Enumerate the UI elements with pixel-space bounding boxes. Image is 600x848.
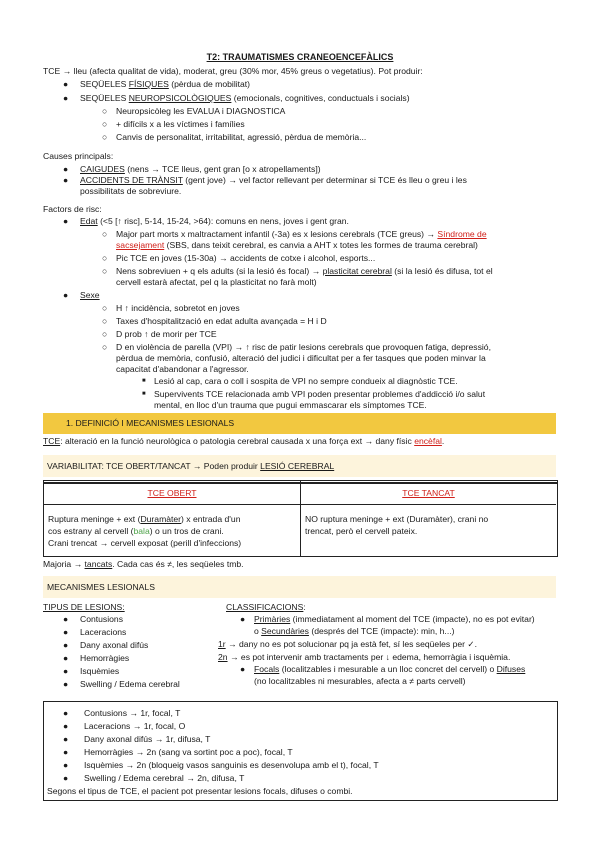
bullet-icon: ●: [240, 614, 246, 624]
risk-edat: Edat (<5 [↑ risc], 5-14, 15-24, >64): comuns en nens, joves i gent gran.: [80, 216, 349, 226]
risk-heading: Factors de risc:: [43, 204, 102, 214]
section-heading: 1. DEFINICIÓ I MECANISMES LESIONALS: [66, 418, 235, 428]
sexe-subitem-cont: mental, en lloc d'un trauma que pugui emmascarar els símptomes TCE.: [154, 400, 427, 410]
bullet-icon: ●: [63, 721, 69, 731]
sexe-item: H ↑ incidència, sobretot en joves: [116, 303, 240, 313]
edat-item: Nens sobreviuen + q els adults (si la lesió és focal) → plasticitat cerebral (si la lesió és difusa, tot el: [116, 266, 493, 276]
square-bullet-icon: ■: [142, 378, 146, 384]
class-heading: CLASSIFICACIONS:: [226, 602, 306, 612]
tipus-heading: TIPUS DE LESIONS:: [43, 602, 125, 612]
circle-bullet-icon: ○: [102, 106, 108, 116]
class-focals-cont: (no localitzables ni mesurables, afecta a ≠ parts cervell): [254, 676, 466, 686]
circle-bullet-icon: ○: [102, 266, 108, 276]
cause-caigudes: CAIGUDES (nens → TCE lleus, gent gran [o x atropellaments]): [80, 164, 321, 174]
table-head-obert: TCE OBERT: [147, 488, 197, 498]
bullet-icon: ●: [63, 760, 69, 770]
table-head-tancat: TCE TANCAT: [402, 488, 455, 498]
bullet-icon: ●: [240, 664, 246, 674]
bullet-icon: ●: [63, 773, 69, 783]
bullet-icon: ●: [63, 679, 69, 689]
majoria-line: Majoria → tancats. Cada cas és ≠, les seqüeles tmb.: [43, 559, 244, 569]
table-row-divider: [44, 504, 556, 505]
summary-item: Laceracions → 1r, focal, O: [84, 721, 186, 731]
sexe-item: D en violència de parella (VPI) → ↑ risc de patir lesions cerebrals que provoquen fatiga, depressió,: [116, 342, 491, 352]
bullet-icon: ●: [63, 216, 69, 226]
cause-accidents-cont: possibilitats de sobreviure.: [80, 186, 182, 196]
sexe-subitem: Lesió al cap, cara o coll i sospita de VPI no sempre condueix al diagnòstic TCE.: [154, 376, 458, 386]
bullet-icon: ●: [63, 614, 69, 624]
sexe-item-cont: capacitat d'abandonar a l'agressor.: [116, 364, 249, 374]
circle-bullet-icon: ○: [102, 119, 108, 129]
table-cell-tancat-line: trencat, però el cervell pateix.: [305, 526, 418, 536]
mecanismes-heading: MECANISMES LESIONALS: [47, 582, 155, 592]
circle-bullet-icon: ○: [102, 329, 108, 339]
class-focals: Focals (localitzables i mesurable a un lloc concret del cervell) o Difuses: [254, 664, 526, 674]
list-item: Hemorràgies: [80, 653, 130, 663]
edat-item: Major part morts x maltractament infantil (-3a) es x lesions cerebrals (TCE greus) → Síndrome de: [116, 229, 487, 239]
sexe-item: D prob ↑ de morir per TCE: [116, 329, 217, 339]
table-cell-obert-line: Crani trencat → cervell exposat (perill d'infeccions): [48, 538, 242, 548]
list-item: Contusions: [80, 614, 123, 624]
summary-footer: Segons el tipus de TCE, el pacient pot presentar lesions focals, difuses o combi.: [47, 786, 353, 796]
bullet-icon: ●: [63, 164, 69, 174]
bullet-icon: ●: [63, 666, 69, 676]
circle-bullet-icon: ○: [102, 229, 108, 239]
edat-item-cont: cervell estarà afectat, pel q la plasticitat no farà molt): [116, 277, 317, 287]
square-bullet-icon: ■: [142, 391, 146, 397]
sexe-subitem: Supervivents TCE relacionada amb VPI poden presentar problemes d'addicció i/o salut: [154, 389, 486, 399]
bullet-icon: ●: [63, 708, 69, 718]
sexe-item-cont: pèrdua de memòria, confusió, alteració del judici i dificultat per a fer tasques que poden minvar la: [116, 353, 486, 363]
variability-line: VARIABILITAT: TCE OBERT/TANCAT → Poden produir LESIÓ CEREBRAL: [47, 461, 335, 471]
circle-bullet-icon: ○: [102, 316, 108, 326]
summary-item: Dany axonal difús → 1r, difusa, T: [84, 734, 211, 744]
bullet-icon: ●: [63, 640, 69, 650]
class-2n: 2n → es pot intervenir amb tractaments per ↓ edema, hemorràgia i isquèmia.: [218, 652, 511, 662]
edat-item: Pic TCE en joves (15-30a) → accidents de cotxe i alcohol, esports...: [116, 253, 376, 263]
sub-item: Neuropsicòleg les EVALUA i DIAGNOSTICA: [116, 106, 286, 116]
edat-item-cont: sacsejament (SBS, dans teixit cerebral, es canvia a AHT x totes les formes de trauma cerebral): [116, 240, 478, 250]
page-title: T2: TRAUMATISMES CRANEOENCEFÀLICS: [206, 52, 394, 62]
seq-neuro: SEQÜELES NEUROPSICOLÒGIQUES (emocionals, cognitives, conductuals i socials): [80, 93, 410, 103]
causes-heading: Causes principals:: [43, 151, 114, 161]
table-cell-obert-line: Ruptura meninge + ext (Duramàter) x entrada d'un: [48, 514, 241, 524]
bullet-icon: ●: [63, 653, 69, 663]
sexe-item: Taxes d'hospitalització en edat adulta avançada = H i D: [116, 316, 327, 326]
bullet-icon: ●: [63, 734, 69, 744]
summary-item: Hemorràgies → 2n (sang va sortint poc a poc), focal, T: [84, 747, 293, 757]
list-item: Swelling / Edema cerebral: [80, 679, 180, 689]
bullet-icon: ●: [63, 290, 69, 300]
circle-bullet-icon: ○: [102, 342, 108, 352]
sub-item: + difícils x a les víctimes i famílies: [116, 119, 245, 129]
circle-bullet-icon: ○: [102, 132, 108, 142]
circle-bullet-icon: ○: [102, 253, 108, 263]
list-item: Dany axonal difús: [80, 640, 149, 650]
class-1r: 1r → dany no es pot solucionar pq ja està fet, sí les seqüeles per ✓.: [218, 639, 477, 649]
risk-sexe: Sexe: [80, 290, 100, 300]
class-primaries: Primàries (immediatament al moment del TCE (impacte), no es pot evitar): [254, 614, 535, 624]
summary-item: Isquèmies → 2n (bloqueig vasos sanguinis es desenvolupa amb el t), focal, T: [84, 760, 379, 770]
bullet-icon: ●: [63, 93, 69, 103]
seq-fisiques: SEQÜELES FÍSIQUES (pèrdua de mobilitat): [80, 79, 251, 89]
intro-line: TCE → lleu (afecta qualitat de vida), moderat, greu (30% mor, 45% greus o vegetatius). Pot produir:: [43, 66, 423, 76]
cause-accidents: ACCIDENTS DE TRÀNSIT (gent jove) → vel factor rellevant per determinar si TCE és lleu o greu i les: [80, 175, 467, 185]
list-item: Laceracions: [80, 627, 127, 637]
list-item: Isquèmies: [80, 666, 120, 676]
bullet-icon: ●: [63, 175, 69, 185]
sub-item: Canvis de personalitat, irritabilitat, agressió, pèrdua de memòria...: [116, 132, 367, 142]
bullet-icon: ●: [63, 627, 69, 637]
summary-item: Contusions → 1r, focal, T: [84, 708, 181, 718]
bullet-icon: ●: [63, 747, 69, 757]
circle-bullet-icon: ○: [102, 303, 108, 313]
table-cell-obert-line: cos estrany al cervell (bala) o un tros de crani.: [48, 526, 224, 536]
definition-line: TCE: alteració en la funció neurològica o patologia cerebral causada x una força ext → dany físic encèfal.: [43, 436, 445, 446]
summary-item: Swelling / Edema cerebral → 2n, difusa, T: [84, 773, 245, 783]
bullet-icon: ●: [63, 79, 69, 89]
class-secundaries: o Secundàries (després del TCE (impacte): min, h...): [254, 626, 455, 636]
table-cell-tancat-line: NO ruptura meninge + ext (Duramàter), crani no: [305, 514, 489, 524]
